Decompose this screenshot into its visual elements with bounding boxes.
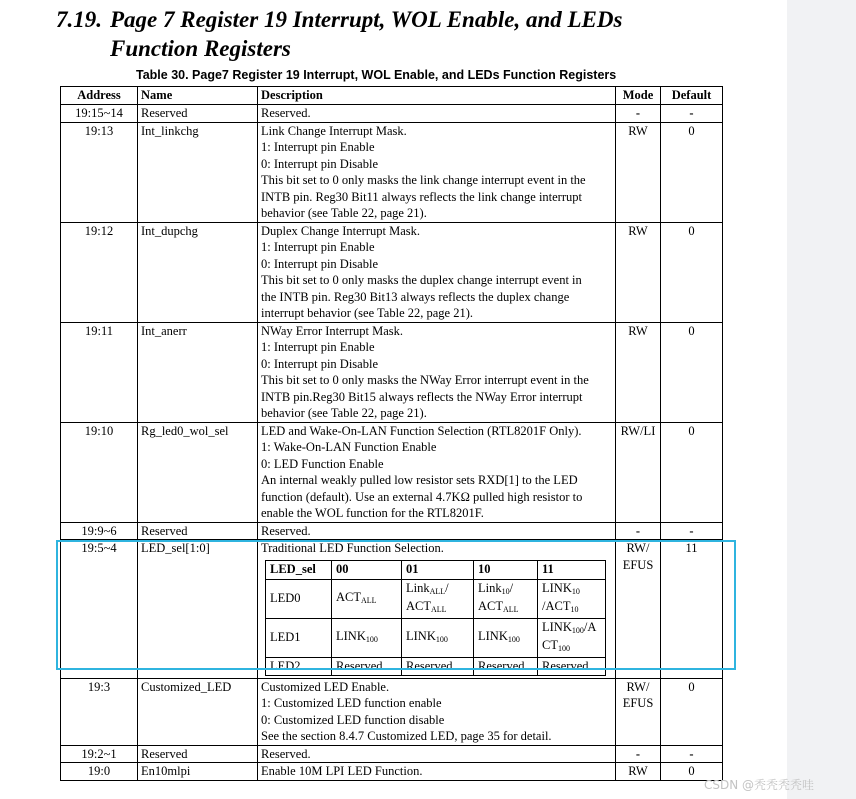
description-line: behavior (see Table 22, page 21).: [261, 406, 427, 420]
register-address: 19:5~4: [61, 540, 138, 679]
description-line: See the section 8.4.7 Customized LED, page 35 for detail.: [261, 729, 552, 743]
table-row: [61, 122, 723, 222]
table-row: [61, 763, 723, 781]
cell-text: LINK: [406, 628, 436, 643]
description-line: 1: Wake-On-LAN Function Enable: [261, 440, 437, 454]
table-row: [61, 678, 723, 745]
register-mode: RW: [616, 222, 661, 322]
register-name: Int_anerr: [138, 322, 258, 422]
register-default: -: [661, 105, 723, 123]
register-description: [258, 522, 616, 540]
description-line: 1: Interrupt pin Enable: [261, 240, 375, 254]
led-row-label: LED0: [266, 579, 332, 618]
description-line: 1: Interrupt pin Enable: [261, 340, 375, 354]
table-row: [61, 745, 723, 763]
register-name: Int_dupchg: [138, 222, 258, 322]
cell-text: CT: [542, 637, 558, 652]
cell-text: Reserved: [406, 658, 453, 673]
description-line: Duplex Change Interrupt Mask.: [261, 223, 420, 238]
cell-text: ACT: [336, 589, 361, 604]
register-address: 19:13: [61, 122, 138, 222]
led-mode-cell: [474, 579, 538, 618]
description-line: 1: Customized LED function enable: [261, 696, 442, 710]
subscript: 10: [570, 604, 579, 614]
section-title-line1: Page 7 Register 19 Interrupt, WOL Enable, and LEDs: [110, 7, 623, 32]
led-table-header-cell: 11: [538, 560, 606, 579]
led-mode-cell: [474, 657, 538, 675]
register-default: -: [661, 522, 723, 540]
register-name: Int_linkchg: [138, 122, 258, 222]
led-table-row: [266, 579, 606, 618]
description-line: NWay Error Interrupt Mask.: [261, 323, 404, 338]
description-line: 0: LED Function Enable: [261, 456, 384, 471]
register-address: 19:3: [61, 678, 138, 745]
led-table-row: [266, 618, 606, 657]
register-mode: RW/ EFUS: [616, 540, 661, 679]
subscript: 10: [501, 586, 510, 596]
register-address: 19:10: [61, 422, 138, 522]
table-row: [61, 422, 723, 522]
led-table-header-cell: LED_sel: [266, 560, 332, 579]
register-description: [258, 422, 616, 522]
register-default: 0: [661, 222, 723, 322]
description-line: behavior (see Table 22, page 21).: [261, 206, 427, 220]
register-mode: RW/LI: [616, 422, 661, 522]
subscript: 100: [507, 634, 520, 644]
led-mode-cell: [538, 618, 606, 657]
section-number: 7.19.: [56, 7, 102, 32]
col-header-default: Default: [661, 87, 723, 105]
table-header-row: [61, 87, 723, 105]
description-line: the INTB pin. Reg30 Bit13 always reflects the duplex change: [261, 289, 570, 304]
col-header-address: Address: [61, 87, 138, 105]
description-line: Enable 10M LPI LED Function.: [261, 764, 423, 778]
description-line: This bit set to 0 only masks the duplex change interrupt event in: [261, 273, 582, 287]
subscript: 100: [365, 634, 378, 644]
description-line: 0: Interrupt pin Disable: [261, 256, 378, 271]
description-line: LED and Wake-On-LAN Function Selection (RTL8201F Only).: [261, 423, 582, 438]
register-address: 19:0: [61, 763, 138, 781]
register-name: Reserved: [138, 105, 258, 123]
register-default: 0: [661, 422, 723, 522]
table-row: [61, 322, 723, 422]
led-mode-cell: [538, 657, 606, 675]
col-header-name: Name: [138, 87, 258, 105]
description-line: Link Change Interrupt Mask.: [261, 123, 407, 138]
watermark: CSDN @秃秃秃秃哇: [704, 778, 815, 792]
description-line: This bit set to 0 only masks the NWay Error interrupt event in the: [261, 373, 589, 387]
cell-text: /A: [583, 619, 597, 634]
register-name: Customized_LED: [138, 678, 258, 745]
col-header-mode: Mode: [616, 87, 661, 105]
register-mode: RW: [616, 122, 661, 222]
register-name: En10mlpi: [138, 763, 258, 781]
register-description: [258, 678, 616, 745]
register-mode: RW: [616, 322, 661, 422]
led-mode-cell: [332, 618, 402, 657]
led-mode-cell: [402, 579, 474, 618]
register-address: 19:12: [61, 222, 138, 322]
subscript: ALL: [431, 604, 447, 614]
cell-text: Link: [406, 580, 430, 595]
cell-text: LINK: [542, 619, 572, 634]
cell-text: Reserved: [478, 658, 525, 673]
table-row: [61, 105, 723, 123]
table-row: [61, 540, 723, 679]
cell-text: /: [445, 580, 449, 595]
led-mode-cell: [332, 657, 402, 675]
register-description: [258, 122, 616, 222]
register-address: 19:15~14: [61, 105, 138, 123]
register-default: 0: [661, 678, 723, 745]
register-address: 19:9~6: [61, 522, 138, 540]
col-header-description: Description: [258, 87, 616, 105]
led-function-table: [265, 560, 606, 676]
led-table-row: [266, 657, 606, 675]
subscript: 10: [571, 586, 580, 596]
subscript: 100: [557, 643, 570, 653]
led-mode-cell: [332, 579, 402, 618]
cell-text: Link: [478, 580, 502, 595]
register-name: Rg_led0_wol_sel: [138, 422, 258, 522]
description-line: Reserved.: [261, 746, 311, 761]
register-name: Reserved: [138, 522, 258, 540]
description-line: interrupt behavior (see Table 22, page 21).: [261, 306, 474, 320]
cell-text: ACT: [478, 598, 503, 613]
subscript: 100: [435, 634, 448, 644]
description-line: Reserved.: [261, 106, 311, 120]
cell-text: Reserved: [336, 658, 383, 673]
register-description: [258, 105, 616, 123]
register-default: 0: [661, 322, 723, 422]
description-line: Reserved.: [261, 523, 311, 538]
cell-text: ACT: [406, 598, 431, 613]
description-line: enable the WOL function for the RTL8201F.: [261, 506, 484, 520]
register-table: [60, 86, 723, 781]
register-default: -: [661, 745, 723, 763]
led-row-label: LED1: [266, 618, 332, 657]
register-mode: -: [616, 105, 661, 123]
cell-text: LINK: [478, 628, 508, 643]
description-line: function (default). Use an external 4.7KΩ pulled high resistor to: [261, 489, 583, 504]
description-line: 0: Interrupt pin Disable: [261, 156, 378, 171]
right-gutter: [787, 0, 856, 799]
description-line: This bit set to 0 only masks the link change interrupt event in the: [261, 173, 586, 187]
description-line: 0: Interrupt pin Disable: [261, 356, 378, 371]
description-line: An internal weakly pulled low resistor sets RXD[1] to the LED: [261, 473, 578, 487]
led-row-label: LED2: [266, 657, 332, 675]
cell-text: /: [509, 580, 514, 595]
register-description: [258, 322, 616, 422]
register-mode: RW: [616, 763, 661, 781]
description-line: Traditional LED Function Selection.: [261, 541, 444, 555]
led-mode-cell: [402, 657, 474, 675]
register-description: [258, 763, 616, 781]
subscript: 100: [571, 625, 584, 635]
section-title-line2: Function Registers: [110, 36, 291, 61]
cell-text: LINK: [336, 628, 366, 643]
section-heading: [56, 5, 622, 63]
register-address: 19:2~1: [61, 745, 138, 763]
register-description: [258, 540, 616, 679]
table-row: [61, 222, 723, 322]
cell-text: LINK: [542, 580, 572, 595]
register-name: Reserved: [138, 745, 258, 763]
register-name: LED_sel[1:0]: [138, 540, 258, 679]
led-table-header-cell: 10: [474, 560, 538, 579]
table-row: [61, 522, 723, 540]
led-mode-cell: [474, 618, 538, 657]
register-mode: -: [616, 522, 661, 540]
description-line: Customized LED Enable.: [261, 679, 390, 694]
description-line: INTB pin.Reg30 Bit15 always reflects the NWay Error interrupt: [261, 389, 583, 404]
subscript: ALL: [361, 595, 377, 605]
register-description: [258, 745, 616, 763]
led-mode-cell: [402, 618, 474, 657]
description-line: INTB pin. Reg30 Bit11 always reflects the link change interrupt: [261, 189, 582, 204]
description-line: 0: Customized LED function disable: [261, 712, 445, 727]
register-mode: RW/ EFUS: [616, 678, 661, 745]
register-mode: -: [616, 745, 661, 763]
subscript: ALL: [503, 604, 519, 614]
cell-text: Reserved: [542, 658, 589, 673]
led-table-header-row: [266, 560, 606, 579]
table-caption: Table 30. Page7 Register 19 Interrupt, WOL Enable, and LEDs Function Registers: [136, 68, 617, 82]
cell-text: /ACT: [542, 598, 571, 613]
led-table-header-cell: 00: [332, 560, 402, 579]
register-default: 0: [661, 763, 723, 781]
description-line: 1: Interrupt pin Enable: [261, 140, 375, 154]
led-table-header-cell: 01: [402, 560, 474, 579]
subscript: ALL: [429, 586, 446, 596]
register-description: [258, 222, 616, 322]
register-address: 19:11: [61, 322, 138, 422]
register-default: 0: [661, 122, 723, 222]
register-default: 11: [661, 540, 723, 679]
led-mode-cell: [538, 579, 606, 618]
